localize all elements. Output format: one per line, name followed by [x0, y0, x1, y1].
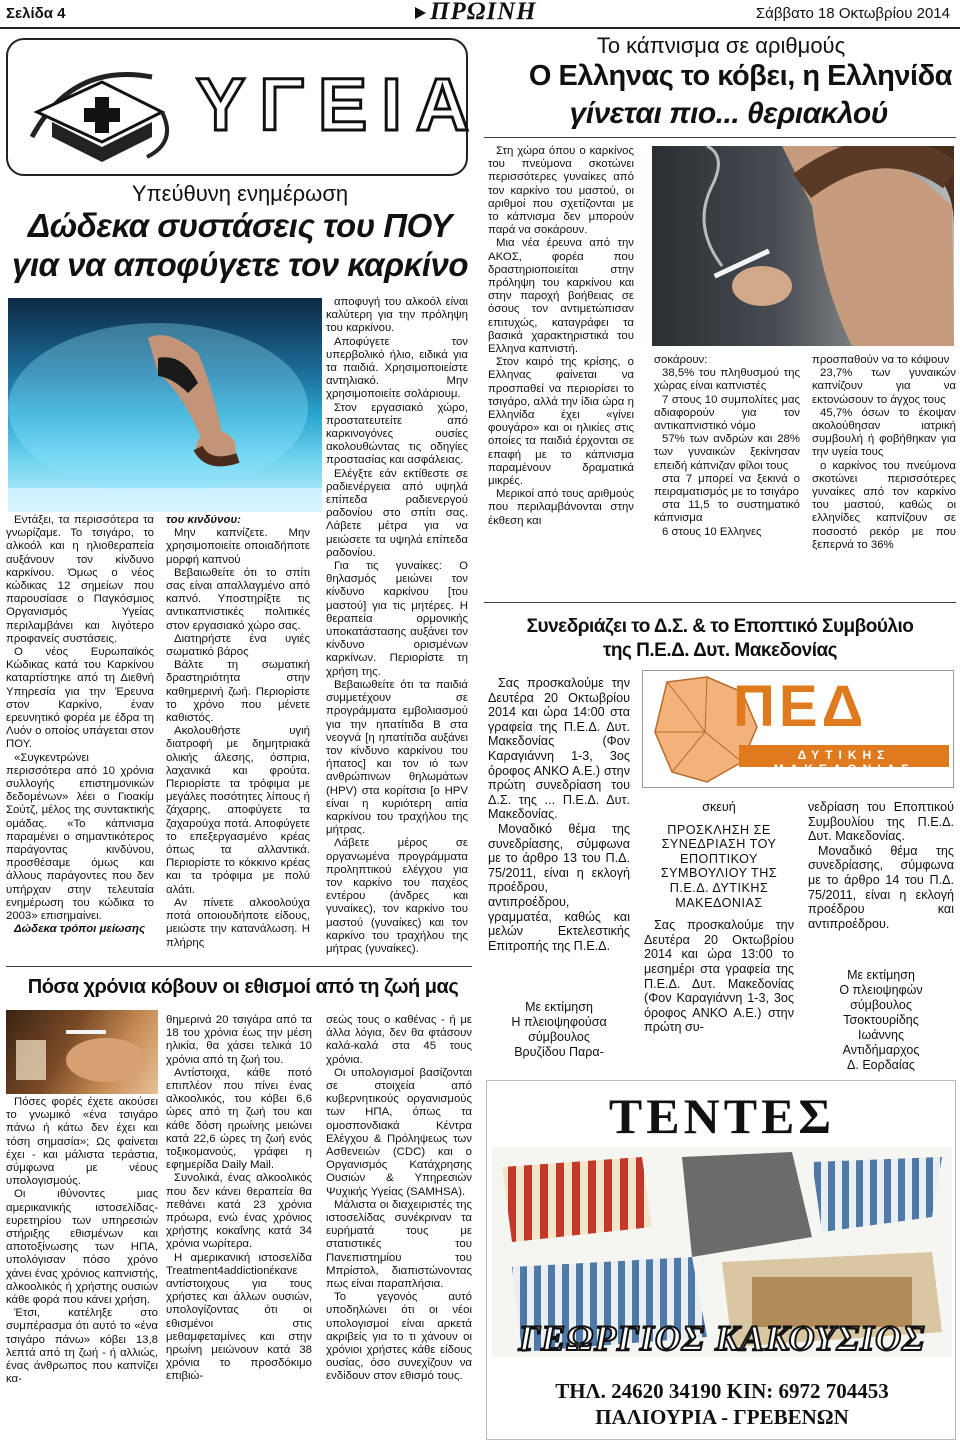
article2-rule	[484, 137, 956, 138]
paragraph: θημερινά 20 τσιγάρα από τα 18 του χρόνια έως την μέση ηλικία, θα χάσει τελικά 10 χρόνια από τη ζωή του.	[166, 1014, 312, 1066]
article3-column-1	[488, 676, 630, 986]
paragraph: σεώς τους ο καθένας - ή με άλλα λόγια, δεν θα φτάσουν καλά-καλά στα 45 τους χρόνια.	[326, 1014, 472, 1066]
subheading: Δώδεκα τρόποι μείωσης	[14, 923, 146, 936]
signature-line: σύμβουλος	[850, 998, 912, 1012]
signature-line: Ο πλειοψηφών	[839, 983, 923, 997]
signature-line: σύμβουλος	[528, 1030, 590, 1044]
paragraph: Βεβαιωθείτε ότι το σπίτι σας είναι απαλλαγμένο από καπνό. Υποστηρίξτε τις αντικαπνιστικές πολιτικές στον εργασιακό χώρο σας.	[166, 566, 310, 632]
section-title: ΥΓΕΙΑ	[196, 63, 484, 146]
addiction-items	[6, 1010, 158, 1094]
medical-cap-icon	[12, 42, 182, 172]
article4-column-1	[6, 1096, 158, 1441]
addiction-photo	[6, 1010, 158, 1094]
paragraph: Οι υπολογισμοί βασίζονται σε στοιχεία από κυβερνητικούς οργανισμούς των ΗΠΑ, όπως τα ομοσπονδιακά Κέντρα Ελέγχου & Πρόληψεως των Ασθενειών (CDC) και ο Οργανισμός Κατάχρησης Ουσιών & Υπηρεσιών Ψυχικής Υγείας (SAMHSA).	[326, 1066, 472, 1198]
paragraph: 23,7% των γυναικών καπνίζουν για να εκτονώσουν το άγχος τους	[812, 367, 956, 406]
article1-headline-line1: Δώδεκα συστάσεις του ΠΟΥ	[28, 207, 452, 244]
paragraph: Στη χώρα όπου ο καρκίνος του πνεύμονα σκοτώνει περισσότερες γυναίκες από τον καρκίνο του μαστού, οι αριθμοί που σχετίζονται με το κάπνισμα δεν μπορούν παρά να σοκάρουν.	[488, 145, 634, 237]
header-rule	[0, 27, 960, 29]
page-label: Σελίδα 4	[6, 5, 66, 22]
paragraph: Έτσι, κατέληξε στο συμπέρασμα ότι αυτό το «ένα τσιγάρο πάνω» κόβει 13,8 λεπτά από τη ζωή - ή αλλιώς, ένας άνθρωπος που καπνίζει κα-	[6, 1307, 158, 1386]
paragraph: προσπαθούν να το κόψουν	[812, 354, 950, 366]
ped-logo-subtitle: ΔΥΤΙΚΗΣ ΜΑΚΕΔΟΝΙΑΣ	[773, 748, 915, 776]
article1-column-3	[326, 296, 468, 956]
paragraph: Για τις γυναίκες: Ο θηλασμός μειώνει τον κίνδυνο καρκίνου [του μαστού] για τις μητέρες. Η θεραπεία ορμονικής υποκατάστασης αυξάνει τον κίνδυνο ορισμένων καρκίνων. Περιορίστε τη χρήση της.	[326, 560, 468, 678]
tanning-bed-photo	[8, 298, 322, 512]
advert-owner: ΓΕΩΡΓΙΟΣ ΚΑΚΟΥΣΙΟΣ	[518, 1318, 926, 1358]
paragraph: Μοναδικό θέμα της συνεδρίασης, σύμφωνα με το άρθρο 13 του Π.Δ. 75/2011, είναι η εκλογή προέδρου, αντιπροέδρου, γραμματέα, καθώς και μελών Εκτελεστικής Επιτροπής της Π.Ε.Δ.	[488, 821, 630, 953]
paragraph: Πόσες φορές έχετε ακούσει το γνωμικό «ένα τσιγάρο πάνω ή κάτω δεν έχει και τόση σημασία»; Ως φαίνεται έχει - και μάλιστα τεράστια, σύμφωνα με νέους υπολογισμούς.	[6, 1096, 158, 1188]
smoker-figure	[652, 146, 954, 346]
article4-rule	[6, 966, 472, 967]
paragraph: 57% των ανδρών και 28% των γυναικών ξεκίνησαν επειδή κάπνιζαν φίλοι τους	[654, 433, 800, 472]
paragraph: αποφυγή του αλκοόλ είναι καλύτερη για την πρόληψη του καρκίνου.	[326, 296, 468, 335]
paragraph: 7 στους 10 συμπολίτες μας αδιαφορούν για τον αντικαπνιστικό νόμο	[654, 393, 800, 433]
paragraph: Μοναδικό θέμα της συνεδρίασης, σύμφωνα με το άρθρο 14 του Π.Δ. 75/2011, είναι η εκλογή προέδρου και αντιπροέδρου.	[808, 843, 954, 931]
paragraph: Το γεγονός αυτό υποδηλώνει ότι οι νέοι υπολογισμοί είναι αρκετά ακριβείς για το τι χάνουν οι χρόνιοι χρήστες κάθε είδους ουσίας, όσο συνεχίζουν να ενδίδουν στον εθισμό τους.	[326, 1291, 472, 1383]
article1-headline-line2: για να αποφύγετε τον καρκίνο	[12, 246, 468, 283]
advert-title: ΤΕΝΤΕΣ	[608, 1088, 836, 1144]
paragraph: στα 11,5 το συστηματικό κάπνισμα	[654, 499, 800, 525]
signature-line: Η πλειοψηφούσα	[511, 1015, 607, 1029]
paragraph: Στον εργασιακό χώρο, προστατευτείτε από καρκινογόνες ουσίες ακολουθώντας τις οδηγίες προστασίας και ασφάλειας.	[326, 401, 468, 467]
awnings-advert	[486, 1080, 956, 1440]
article1-column-1	[6, 514, 154, 954]
advert-phone: ΤΗΛ. 24620 34190 ΚΙΝ: 6972 704453	[555, 1379, 889, 1403]
article4-column-3	[326, 1014, 472, 1441]
article4-headline: Πόσα χρόνια κόβουν οι εθισμοί από τη ζωή μας	[27, 976, 459, 998]
advert-location: ΠΑΛΙΟΥΡΙΑ - ΓΡΕΒΕΝΩΝ	[595, 1405, 849, 1429]
article3-column-2	[644, 800, 794, 1080]
paragraph: Βεβαιωθείτε ότι τα παιδιά συμμετέχουν σε προγράμματα εμβολιασμού για την ηπατίτιδα Β στα νεογνά [η ηπατίτιδα αυξάνει τον κίνδυνο καρκίνου του ήπατος] και τον ιό των ανθρώπινων θηλωμάτων (HPV) στα κορίτσια [ο HPV είναι η κυριότερη αιτία καρκίνου του τραχήλου της μήτρας.	[326, 678, 468, 837]
paragraph: 6 στους 10 Ελληνες	[662, 525, 762, 538]
article3-signature-1	[488, 1000, 630, 1060]
article1-kicker: Υπεύθυνη ενημέρωση	[131, 181, 349, 206]
article3-headline-line2: της Π.Ε.Δ. Δυτ. Μακεδονίας	[602, 640, 838, 661]
signature-line: Με εκτίμηση	[847, 968, 915, 982]
article4-column-2	[166, 1014, 312, 1441]
article2-column-1	[488, 145, 634, 590]
masthead	[412, 0, 537, 26]
paragraph: Αντίστοιχα, κάθε ποτό επιπλέον που πίνει ένας αλκοολικός, του κόβει 6,6 ώρες από τη ζωή του και κάθε δόση ηρωίνης μειώνει κατά 22,6 ώρες τη ζωή ενός τοξικομανούς, γράφει η εφημερίδα Daily Mail.	[166, 1066, 312, 1172]
paragraph: «Συγκεντρώνει περισσότερα από 10 χρόνια συλλογής επιστημονικών δεδομένων» λέει ο Γιοακίμ Σούτζ, μέλος της συντακτικής ομάδας. «Το κάπνισμα παραμένει ο σημαντικότερος παράγοντας κινδύνου, προσθέσαμε όμως και άλλους παράγοντες που δεν υπήρχαν στην τελευταία ενημέρωση του κώδικα το 2003» επισημαίνει.	[6, 751, 154, 923]
paragraph: Ελέγξτε εάν εκτίθεστε σε ραδιενέργεια από υψηλά επίπεδα ραδιενεργού ραδονίου στο σπίτι σας. Λάβετε μέτρα για να μειώσετε τα υψηλά επίπεδα ραδονίου.	[326, 467, 468, 559]
paragraph: Αποφύγετε τον υπερβολικό ήλιο, ειδικά για τα παιδιά. Χρησιμοποιείστε αντηλιακό. Μην χρησιμοποιείτε σολάριουμ.	[326, 335, 468, 401]
article3-headline-line1: Συνεδριάζει το Δ.Σ. & το Εποπτικό Συμβούλιο	[526, 616, 914, 637]
tanning-figure	[8, 298, 322, 512]
paragraph: Μάλιστα οι διαχειριστές της ιστοσελίδας συνέκριναν τα ευρήματά τους με στατιστικές του Πανεπιστημίου του Μπρίστολ, διαπιστώνοντας πως είναι παραπλήσια.	[326, 1198, 472, 1291]
masthead-arrow-icon	[415, 7, 426, 19]
signature-line: Τσοκτουρίδης	[843, 1013, 919, 1027]
article2-headline-line2: γίνεται πιο... θεριακλού	[569, 97, 888, 130]
paragraph: ο καρκίνος του πνεύμονα σκοτώνει περισσότερες γυναίκες από τον καρκίνο του μαστού, καθώς οι ελληνίδες καπνίζουν σε ποσοστό ρεκόρ με που ξεπερνά το 36%	[812, 459, 956, 551]
issue-date: Σάββατο 18 Οκτωβρίου 2014	[755, 5, 950, 22]
paragraph: Μερικοί από τους αριθμούς που περιλαμβάνονται στην έκθεση και	[488, 488, 634, 527]
paragraph: Ακολουθήστε υγιή διατροφή με δημητριακά ολικής άλεσης, όσπρια, λαχανικά και φρούτα. Περιορίστε τα τρόφιμα με μεγάλες ποσότητες λίπους ή ζάχαρης, αποφύγετε τα ζαχαρούχα ποτά. Αποφύγετε το επεξεργασμένο κρέας όπως τα αλλαντικά. Περιορίστε το κόκκινο κρέας και τα τρόφιμα με πολύ αλάτι.	[166, 725, 310, 896]
paragraph: Στον καιρό της κρίσης, ο Ελληνας φαίνεται να προσπαθεί να περιορίσει το τσιγάρο, αλλά την ίδια ώρα η Ελληνίδα έχει «γίνει φουγάρο» και οι ηλικίες στις οποίες τα παιδιά έρχονται σε επαφή με το κάπνισμα παραμένουν δραματικά μικρές.	[488, 356, 634, 488]
ped-logo-text: ΠΕΔ	[733, 674, 868, 739]
article3-rule	[484, 602, 956, 603]
paragraph: στα 7 μπορεί να ξεκινά ο πειραματισμός με το τσιγάρο	[654, 472, 800, 499]
signature-line: Αντιδήμαρχος	[842, 1043, 920, 1057]
paragraph: Σας προσκαλούμε την Δευτέρα 20 Οκτωβρίου 2014 και ώρα 14:00 στα γραφεία της Π.Ε.Δ. Δυτ. Μακεδονίας (Φον Καραγιάννη 1-3, 3ος όροφος ΑΝΚΟ Α.Ε.) στην πρώτη συνεδρίαση του Δ.Σ. της ... Π.Ε.Δ. Δυτ. Μακεδονίας.	[488, 676, 630, 822]
signature-line: Δ. Εορδαίας	[847, 1058, 915, 1072]
section-banner	[6, 38, 484, 176]
paragraph: Διατηρήστε ένα υγιές σωματικό βάρος	[166, 632, 310, 659]
paragraph: Αν πίνετε αλκοολούχα ποτά οποιουδήποτε είδους, μειώστε την κατανάλωση. Η πλήρης	[166, 896, 310, 949]
signature-line: Βρυζίδου Παρα-	[514, 1045, 604, 1059]
smoking-woman-photo	[652, 146, 954, 346]
paragraph: Συνολικά, ένας αλκοολικός που δεν κάνει θεραπεία θα πεθάνει κατά 23 χρόνια πρόωρα, ενώ ένας χρόνιος χρήστης κοκαΐνης κατά 34 χρόνια νωρίτερα.	[166, 1172, 312, 1251]
paragraph: Μια νέα έρευνα από την ΑΚΟΣ, φορέα που δραστηριοποιείται στην πρόληψη του καρκίνου και στην παροχή βοήθειας σε όσους τον αντιμετώπισαν επιτυχώς, καταγράφει τα βασικά χαρακτηριστικά του Ελληνα καπνιστή.	[488, 237, 634, 356]
paragraph: 45,7% όσων το έκοψαν ακολούθησαν ιατρική συμβουλή ή φοβήθηκαν για την υγεία τους	[812, 406, 956, 459]
paragraph: Ο νέος Ευρωπαϊκός Κώδικας κατά του Καρκίνου καταρτίστηκε από τη Διεθνή Υπηρεσία για την Έρευνα στον Καρκίνο, έναν ερευνητικό φορέα με έδρα τη Λυόν ο οποίος υπάγεται στον ΠΟΥ.	[6, 646, 154, 751]
signature-line: Με εκτίμηση	[525, 1000, 593, 1014]
notice-title: ΠΡΟΣΚΛΗΣΗ ΣΕ ΣΥΝΕΔΡΙΑΣΗ ΤΟΥ ΕΠΟΠΤΙΚΟΥ ΣΥΜΒΟΥΛΙΟΥ ΤΗΣ Π.Ε.Δ. ΔΥΤΙΚΗΣ ΜΑΚΕΔΟΝΙΑΣ	[660, 822, 778, 910]
article1-column-2	[166, 514, 310, 954]
article3-column-3	[808, 800, 954, 970]
paragraph: Σας προσκαλούμε την Δευτέρα 20 Οκτωβρίου 2014 και ώρα 13:00 το μεσημέρι στα γραφεία της Π.Ε.Δ. Δυτ. Μακεδονίας (Φον Καραγιάννη 1-3, 3ος όροφος ΑΝΚΟ Α.Ε.) στην πρώτη συ-	[644, 918, 794, 1035]
paragraph: Η αμερικανική ιστοσελίδα Treatment4addictionέκανε αντίστοιχους για τους χρήστες και άλλων ουσιών, υπολογίζοντας ότι οι εθισμένοι στις μεθαμφεταμίνες και στην ηρωίνη μειώνουν κατά 38 χρόνια το προσδόκιμο επιβιώ-	[166, 1251, 312, 1383]
paragraph: Οι ιθύνοντες μιας αμερικανικής ιστοσελίδας-ευρετηρίου των υπηρεσιών στήριξης εθισμένων και αποτοξίνωσης των ΗΠΑ, υπολόγισαν πόσο χρόνο χάνει ένας χρόνιος καπνιστής, αλκοολικός ή χρήστης ουσιών κάθε φορά που κάνει χρήση.	[6, 1188, 158, 1307]
paragraph: νεδρίαση του Εποπτικού Συμβουλίου της Π.Ε.Δ. Δυτ. Μακεδονίας.	[808, 800, 954, 844]
subheading: του κινδύνου:	[166, 514, 241, 526]
paragraph: Λάβετε μέρος σε οργανωμένα προγράμματα προληπτικού ελέγχου για τον καρκίνο του παχέος εντέρου (άνδρες και γυναίκες), τον καρκίνο του μαστού (γυναίκες) και τον καρκίνο του τραχήλου της μήτρας (γυναίκες).	[326, 837, 468, 955]
article2-headline-line1: Ο Ελληνας το κόβει, η Ελληνίδα	[528, 60, 952, 92]
ped-logo	[642, 670, 954, 788]
paragraph: Μην καπνίζετε. Μην χρησιμοποιείτε οποιαδήποτε μορφή καπνού	[166, 527, 310, 566]
paragraph: σοκάρουν:	[654, 354, 708, 366]
paragraph: Εντάξει, τα περισσότερα τα γνωρίζαμε. Το τσιγάρο, το αλκοόλ και η ηλιοθεραπεία αυξάνουν τον κίνδυνο καρκίνου. Όμως ο νέος κώδικας 12 σημείων που παρουσίασε ο Παγκόσμιος Οργανισμός Υγείας περιλαμβάνει και λιγότερο προφανείς συστάσεις.	[6, 514, 154, 645]
article2-column-3	[812, 354, 956, 584]
paragraph: Βάλτε τη σωματική δραστηριότητα στην καθημερινή ζωή. Περιορίστε το χρόνο που μένετε καθιστός.	[166, 659, 310, 725]
notice-fragment: σκευή	[702, 800, 736, 814]
article3-signature-2	[808, 968, 954, 1073]
masthead-title: ΠΡΩΙΝΗ	[430, 0, 537, 25]
paragraph: 38,5% του πληθυσμού της χώρας είναι καπνιστές	[654, 367, 800, 393]
article2-column-2	[654, 354, 800, 584]
article2-kicker: Το κάπνισμα σε αριθμούς	[596, 33, 846, 58]
signature-line: Ιωάννης	[858, 1028, 904, 1042]
